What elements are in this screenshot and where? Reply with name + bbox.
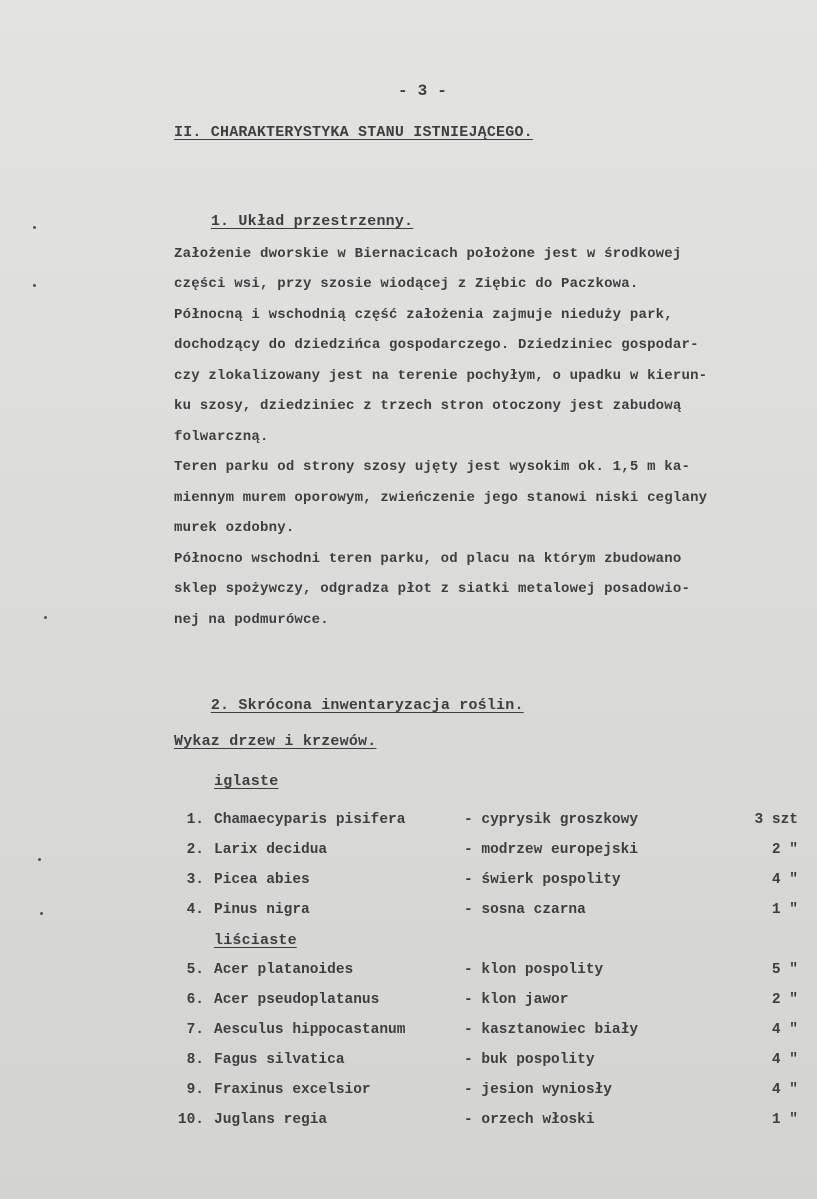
item-number: 10. [177, 1112, 204, 1128]
margin-mark [40, 912, 43, 915]
polish-name: - jesion wyniosły [464, 1082, 612, 1098]
paragraph-line: ku szosy, dziedziniec z trzech stron otoczony jest zabudową [174, 398, 682, 414]
latin-name: Pinus nigra [214, 902, 310, 918]
paragraph-line: folwarczną. [174, 429, 269, 445]
tree-list-title: Wykaz drzew i krzewów. [174, 733, 377, 750]
polish-name: - cyprysik groszkowy [464, 812, 639, 828]
quantity: 4 " [771, 1082, 798, 1098]
margin-mark [44, 616, 47, 619]
quantity: 4 " [771, 1022, 798, 1038]
list-item [174, 842, 814, 864]
item-number: 4. [186, 902, 204, 918]
list-item [174, 812, 814, 834]
list-item [174, 992, 814, 1014]
quantity: 2 " [771, 842, 798, 858]
margin-mark [33, 284, 36, 287]
paragraph-line: miennym murem oporowym, zwieńczenie jego stanowi niski ceglany [174, 490, 708, 506]
list-item [174, 1112, 814, 1134]
quantity: 2 " [771, 992, 798, 1008]
latin-name: Chamaecyparis pisifera [214, 812, 406, 828]
chapter-heading: II. CHARAKTERYSTYKA STANU ISTNIEJĄCEGO. [174, 124, 533, 141]
section2-title-text: 2. Skrócona inwentaryzacja roślin. [210, 697, 524, 714]
polish-name: - buk pospolity [464, 1052, 595, 1068]
latin-name: Acer pseudoplatanus [214, 992, 380, 1008]
polish-name: - klon jawor [464, 992, 569, 1008]
latin-name: Aesculus hippocastanum [214, 1022, 406, 1038]
paragraph-line: Teren parku od strony szosy ujęty jest wysokim ok. 1,5 m ka- [174, 459, 691, 475]
page-number: - 3 - [398, 82, 448, 100]
latin-name: Larix decidua [214, 842, 328, 858]
margin-mark [38, 858, 41, 861]
item-number: 9. [186, 1082, 204, 1098]
item-number: 2. [186, 842, 204, 858]
category-label-coniferous: iglaste [214, 773, 279, 790]
paragraph-line: Północną i wschodnią część założenia zajmuje nieduży park, [174, 307, 673, 323]
list-item [174, 902, 814, 924]
list-item [174, 1022, 814, 1044]
quantity: 1 " [771, 902, 798, 918]
item-number: 6. [186, 992, 204, 1008]
quantity: 5 " [771, 962, 798, 978]
margin-mark [33, 226, 36, 229]
polish-name: - orzech włoski [464, 1112, 595, 1128]
list-item [174, 1082, 814, 1104]
polish-name: - klon pospolity [464, 962, 604, 978]
latin-name: Acer platanoides [214, 962, 354, 978]
quantity: 4 " [771, 872, 798, 888]
latin-name: Juglans regia [214, 1112, 328, 1128]
quantity: 4 " [771, 1052, 798, 1068]
polish-name: - kasztanowiec biały [464, 1022, 639, 1038]
item-number: 3. [186, 872, 204, 888]
paragraph-line: Północno wschodni teren parku, od placu na którym zbudowano [174, 551, 682, 567]
paragraph-line: czy zlokalizowany jest na terenie pochyłym, o upadku w kierun- [174, 368, 708, 384]
list-item [174, 962, 814, 984]
paragraph-line: Założenie dworskie w Biernacicach położone jest w środkowej [174, 246, 682, 262]
item-number: 5. [186, 962, 204, 978]
polish-name: - świerk pospolity [464, 872, 621, 888]
category-label-deciduous: liściaste [214, 932, 297, 949]
paragraph-line: murek ozdobny. [174, 520, 295, 536]
polish-name: - modrzew europejski [464, 842, 639, 858]
section2-title [174, 680, 524, 731]
paragraph-line: dochodzący do dziedzińca gospodarczego. Dziedziniec gospodar- [174, 337, 699, 353]
paragraph-line: nej na podmurówce. [174, 612, 329, 628]
item-number: 7. [186, 1022, 204, 1038]
list-item [174, 1052, 814, 1074]
list-item [174, 872, 814, 894]
section1-title [174, 196, 413, 247]
quantity: 1 " [771, 1112, 798, 1128]
latin-name: Fraxinus excelsior [214, 1082, 371, 1098]
item-number: 8. [186, 1052, 204, 1068]
paragraph-line: sklep spożywczy, odgradza płot z siatki metalowej posadowio- [174, 581, 691, 597]
quantity: 3 szt [754, 812, 798, 828]
item-number: 1. [186, 812, 204, 828]
paragraph-line: części wsi, przy szosie wiodącej z Ziębic do Paczkowa. [174, 276, 639, 292]
latin-name: Picea abies [214, 872, 310, 888]
polish-name: - sosna czarna [464, 902, 586, 918]
latin-name: Fagus silvatica [214, 1052, 345, 1068]
section1-title-text: 1. Układ przestrzenny. [210, 213, 414, 230]
